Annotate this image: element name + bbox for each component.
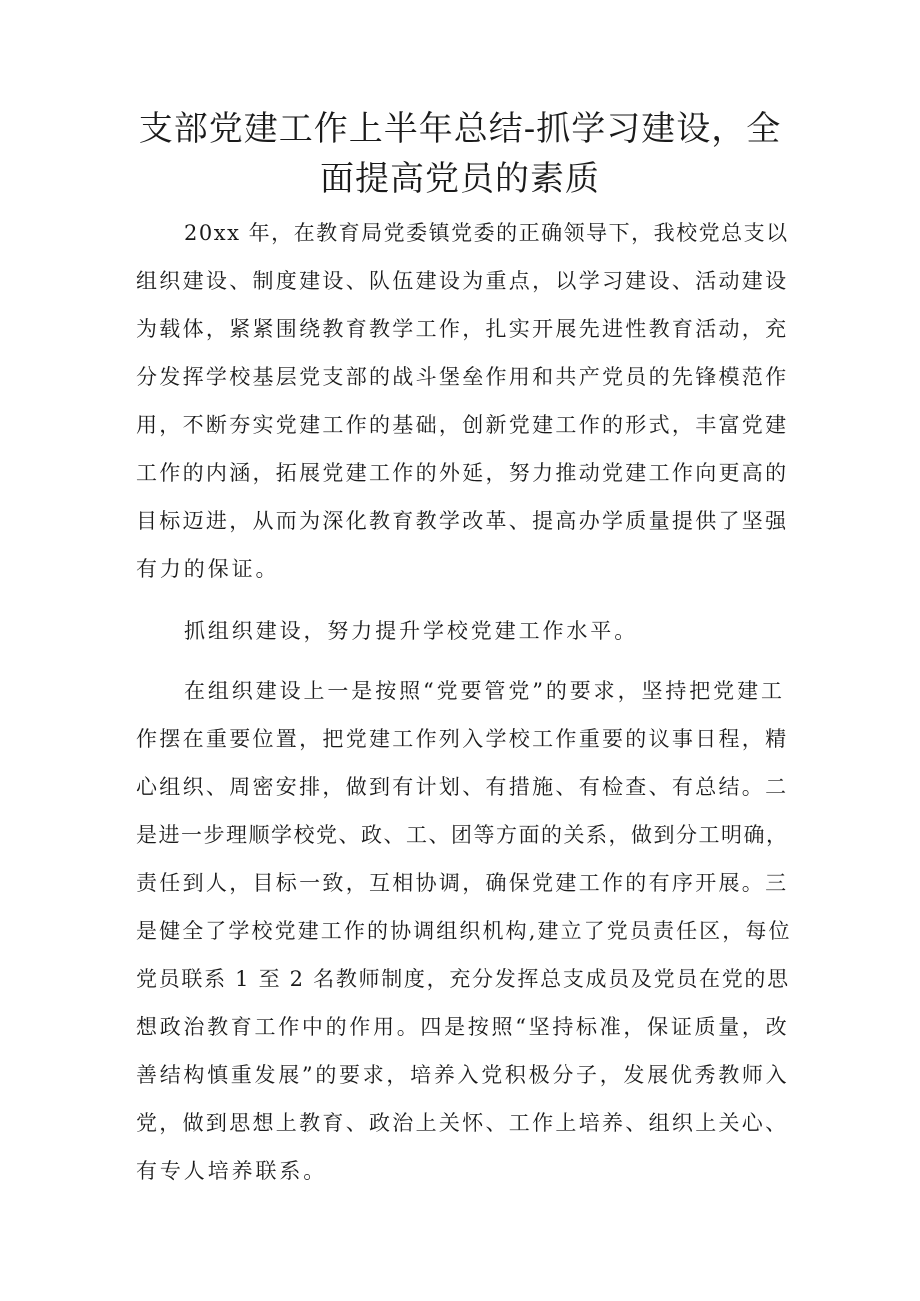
- text-line: 党，做到思想上教育、政治上关怀、工作上培养、组织上关心、: [136, 1111, 789, 1135]
- text-line: 心组织、周密安排，做到有计划、有措施、有检查、有总结。二: [136, 775, 789, 799]
- text-line: 责任到人，目标一致，互相协调，确保党建工作的有序开展。三: [136, 871, 789, 895]
- text-line: 在组织建设上一是按照“党要管党”的要求，坚持把党建工: [184, 679, 785, 703]
- text-line: 为载体，紧紧围绕教育教学工作，扎实开展先进性教育活动，充: [136, 317, 789, 341]
- text-line: 目标迈进，从而为深化教育教学改革、提高办学质量提供了坚强: [136, 509, 789, 533]
- text-line: 用，不断夯实党建工作的基础，创新党建工作的形式，丰富党建: [136, 413, 789, 437]
- title-line: 面提高党员的素质: [320, 159, 600, 199]
- text-line: 善结构慎重发展”的要求，培养入党积极分子，发展优秀教师入: [136, 1063, 790, 1087]
- text-line: 抓组织建设，努力提升学校党建工作水平。: [184, 619, 639, 643]
- text-line: 有力的保证。: [136, 557, 280, 581]
- document-title: [0, 104, 920, 204]
- text-line: 分发挥学校基层党支部的战斗堡垒作用和共产党员的先锋模范作: [136, 365, 789, 389]
- title-line: 支部党建工作上半年总结-抓学习建设，全: [138, 109, 782, 149]
- text-line: 20xx 年，在教育局党委镇党委的正确领导下，我校党总支以: [184, 221, 789, 245]
- text-line: 想政治教育工作中的作用。四是按照“坚持标准，保证质量，改: [136, 1015, 790, 1039]
- text-line: 组织建设、制度建设、队伍建设为重点，以学习建设、活动建设: [136, 269, 789, 293]
- text-line: 党员联系 1 至 2 名教师制度，充分发挥总支成员及党员在党的思: [136, 967, 790, 991]
- text-line: 有专人培养联系。: [136, 1159, 328, 1183]
- text-line: 作摆在重要位置，把党建工作列入学校工作重要的议事日程，精: [136, 727, 789, 751]
- text-line: 工作的内涵，拓展党建工作的外延，努力推动党建工作向更高的: [136, 461, 789, 485]
- text-line: 是健全了学校党建工作的协调组织机构,建立了党员责任区，每位: [136, 919, 792, 943]
- text-line: 是进一步理顺学校党、政、工、团等方面的关系，做到分工明确，: [136, 823, 789, 847]
